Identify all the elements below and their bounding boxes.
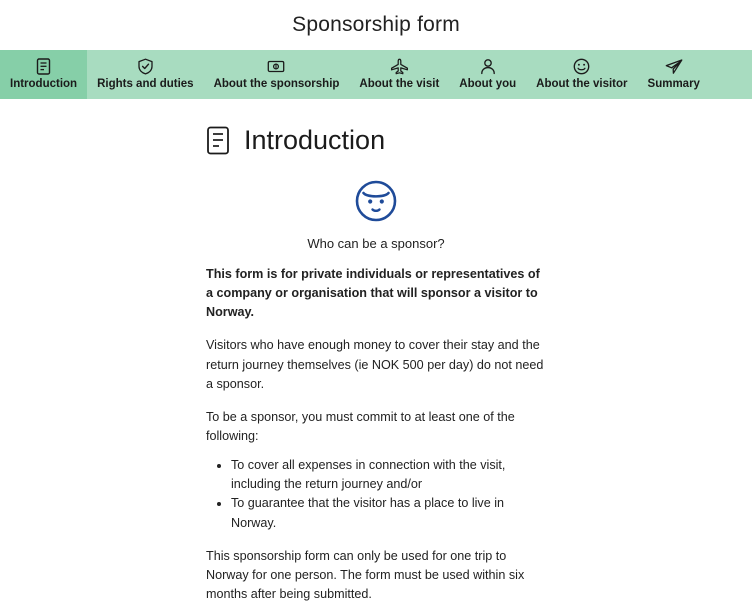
nav-item-label: About the sponsorship bbox=[213, 77, 340, 90]
visitor-face-icon bbox=[206, 180, 546, 222]
nav-item-introduction[interactable] bbox=[0, 50, 87, 99]
nav-item-label: About the visitor bbox=[536, 77, 628, 90]
closing-paragraph: This sponsorship form can only be used for one trip to Norway for one person. The form must be used within six months after being submitted. bbox=[206, 548, 525, 601]
nav-item-summary[interactable] bbox=[638, 50, 710, 99]
nav-item-label: About you bbox=[459, 77, 517, 90]
section-heading bbox=[206, 125, 752, 156]
nav-item-label: Introduction bbox=[10, 77, 78, 90]
form-document-icon bbox=[206, 126, 230, 155]
subheading: Who can be a sponsor? bbox=[307, 236, 445, 251]
list-item: • To guarantee that the visitor has a place to live in Norway. bbox=[231, 494, 546, 532]
main-content bbox=[0, 125, 752, 604]
person-icon bbox=[480, 58, 496, 75]
page-header bbox=[0, 0, 752, 50]
intro-paragraph-1: This form is for private individuals or representatives of a company or organisation that will sponsor a visitor to Norway. bbox=[206, 267, 540, 320]
page-heading: Introduction bbox=[244, 125, 386, 155]
money-bill-icon bbox=[267, 58, 285, 75]
nav-item-about-the-visitor[interactable] bbox=[526, 50, 637, 99]
list-item: • To cover all expenses in connection with the visit, including the return journey and/or bbox=[231, 456, 546, 494]
nav-item-rights-and-duties[interactable] bbox=[87, 50, 203, 99]
nav-item-about-you[interactable] bbox=[449, 50, 526, 99]
page-title: Sponsorship form bbox=[292, 13, 460, 36]
smiley-face-icon bbox=[573, 58, 590, 75]
shield-check-icon bbox=[137, 58, 154, 75]
airplane-icon bbox=[390, 58, 409, 75]
commitment-list bbox=[206, 456, 546, 533]
nav-item-label: Summary bbox=[647, 77, 700, 90]
paper-plane-icon bbox=[665, 58, 683, 75]
nav-item-label: Rights and duties bbox=[97, 77, 194, 90]
nav-item-about-the-sponsorship[interactable] bbox=[204, 50, 350, 99]
intro-paragraph-2: Visitors who have enough money to cover their stay and the return journey themselves (ie NOK 500 per day) do not need a sponsor. bbox=[206, 338, 544, 391]
nav-item-label: About the visit bbox=[359, 77, 440, 90]
nav-item-about-the-visit[interactable] bbox=[349, 50, 449, 99]
step-navigation bbox=[0, 50, 752, 99]
form-document-icon bbox=[36, 58, 51, 75]
intro-body bbox=[206, 180, 546, 604]
intro-paragraph-3: To be a sponsor, you must commit to at least one of the following: bbox=[206, 409, 515, 443]
